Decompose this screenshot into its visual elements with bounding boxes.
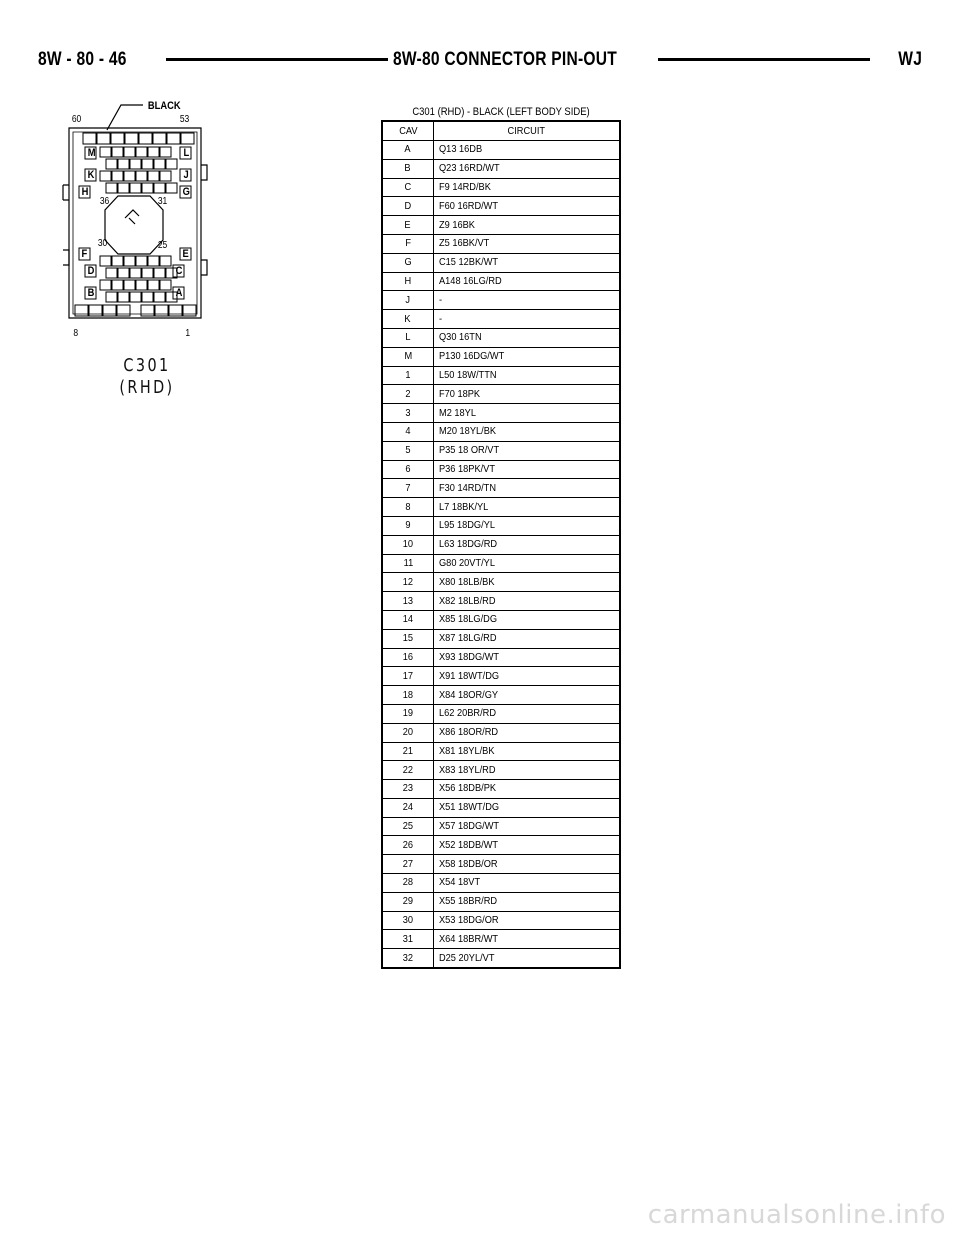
table-body	[382, 141, 620, 969]
cavity-cell	[382, 667, 434, 686]
cavity-label: L	[183, 147, 190, 159]
table-row	[382, 253, 620, 272]
table-row	[382, 761, 620, 780]
circuit-cell	[434, 930, 621, 949]
cavity-label: E	[182, 248, 189, 260]
circuit-value: X91 18WT/DG	[439, 669, 500, 682]
circuit-cell	[434, 216, 621, 235]
connector-variant: (RHD)	[119, 377, 175, 398]
cavity-cell	[382, 780, 434, 799]
cavity-label: D	[87, 265, 95, 277]
section-title: 8W-80 CONNECTOR PIN-OUT	[393, 47, 617, 73]
table-row	[382, 422, 620, 441]
cavity-value: 6	[405, 462, 411, 475]
circuit-cell	[434, 234, 621, 253]
circuit-value: X64 18BR/WT	[439, 932, 499, 945]
pin-label: 36	[99, 196, 110, 207]
circuit-value: X84 18OR/GY	[439, 688, 499, 701]
cavity-value: E	[404, 218, 412, 231]
circuit-value: X58 18DB/OR	[439, 857, 498, 870]
cavity-label: F	[81, 248, 88, 260]
circuit-cell	[434, 798, 621, 817]
page-number: 8W - 80 - 46	[38, 47, 127, 73]
table-row	[382, 141, 620, 160]
table-row	[382, 798, 620, 817]
circuit-value: Z5 16BK/VT	[439, 237, 490, 250]
table-row	[382, 347, 620, 366]
circuit-value: X52 18DB/WT	[439, 838, 499, 851]
cavity-value: 17	[402, 669, 414, 682]
table-row	[382, 629, 620, 648]
table-row	[382, 592, 620, 611]
circuit-cell	[434, 911, 621, 930]
cavity-value: 10	[402, 538, 414, 551]
table-row	[382, 159, 620, 178]
circuit-cell	[434, 817, 621, 836]
column-header-cav	[382, 121, 434, 141]
cavity-value: B	[404, 162, 412, 175]
table-row	[382, 667, 620, 686]
table-row	[382, 723, 620, 742]
table-row	[382, 892, 620, 911]
table-row	[382, 930, 620, 949]
cavity-value: 24	[402, 801, 414, 814]
cavity-value: 4	[405, 425, 411, 438]
circuit-cell	[434, 780, 621, 799]
cavity-cell	[382, 159, 434, 178]
circuit-value: L7 18BK/YL	[439, 500, 489, 513]
circuit-cell	[434, 498, 621, 517]
circuit-value: Q13 16DB	[439, 143, 483, 156]
cavity-value: 22	[402, 763, 414, 776]
cavity-cell	[382, 404, 434, 423]
cavity-cell	[382, 648, 434, 667]
cavity-value: 12	[402, 575, 414, 588]
table-row	[382, 479, 620, 498]
color-label: BLACK	[147, 100, 181, 112]
cavity-value: F	[405, 237, 411, 250]
table-header-row	[382, 121, 620, 141]
cavity-value: A	[404, 143, 412, 156]
cavity-value: 14	[402, 613, 414, 626]
circuit-cell	[434, 949, 621, 968]
table-row	[382, 686, 620, 705]
connector-face-drawing	[55, 100, 215, 340]
header-rule-left	[166, 58, 388, 61]
cavity-cell	[382, 310, 434, 329]
cavity-value: 18	[402, 688, 414, 701]
circuit-value: L95 18DG/YL	[439, 519, 496, 532]
model-code: WJ	[898, 47, 922, 73]
circuit-value: Q23 16RD/WT	[439, 162, 500, 175]
circuit-cell	[434, 385, 621, 404]
column-header-circuit	[434, 121, 621, 141]
table-caption: C301 (RHD) - BLACK (LEFT BODY SIDE)	[412, 106, 590, 118]
table-row	[382, 535, 620, 554]
cavity-cell	[382, 761, 434, 780]
circuit-cell	[434, 291, 621, 310]
table-row	[382, 310, 620, 329]
circuit-cell	[434, 178, 621, 197]
cavity-value: 15	[402, 632, 414, 645]
table-row	[382, 328, 620, 347]
cavity-cell	[382, 573, 434, 592]
column-header-label: CAV	[398, 124, 418, 137]
cavity-cell	[382, 479, 434, 498]
cavity-cell	[382, 272, 434, 291]
circuit-cell	[434, 629, 621, 648]
circuit-value: P130 16DG/WT	[439, 350, 505, 363]
cavity-value: 13	[402, 594, 414, 607]
cavity-cell	[382, 498, 434, 517]
watermark: carmanualsonline.info	[647, 1200, 946, 1230]
circuit-value: F30 14RD/TN	[439, 481, 497, 494]
cavity-cell	[382, 516, 434, 535]
cavity-cell	[382, 798, 434, 817]
circuit-cell	[434, 404, 621, 423]
circuit-value: X82 18LB/RD	[439, 594, 496, 607]
cavity-cell	[382, 178, 434, 197]
table-row	[382, 874, 620, 893]
cavity-value: 3	[405, 406, 411, 419]
circuit-value: X53 18DG/OR	[439, 914, 499, 927]
cavity-value: 1	[405, 368, 411, 381]
cavity-cell	[382, 441, 434, 460]
cavity-cell	[382, 930, 434, 949]
table-row	[382, 197, 620, 216]
circuit-cell	[434, 855, 621, 874]
cavity-label: B	[87, 287, 95, 299]
cavity-value: K	[404, 312, 412, 325]
cavity-value: G	[404, 256, 412, 269]
header-rule-right	[658, 58, 870, 61]
circuit-cell	[434, 761, 621, 780]
cavity-value: 9	[405, 519, 411, 532]
table-row	[382, 780, 620, 799]
table-row	[382, 385, 620, 404]
cavity-value: 5	[405, 444, 411, 457]
circuit-value: -	[439, 312, 443, 325]
cavity-cell	[382, 535, 434, 554]
circuit-cell	[434, 686, 621, 705]
cavity-cell	[382, 347, 434, 366]
circuit-value: G80 20VT/YL	[439, 556, 495, 569]
cavity-value: 21	[402, 744, 414, 757]
cavity-label: M	[87, 147, 96, 159]
cavity-cell	[382, 742, 434, 761]
cavity-value: 25	[402, 820, 414, 833]
cavity-cell	[382, 686, 434, 705]
cavity-value: 30	[402, 914, 414, 927]
circuit-cell	[434, 441, 621, 460]
cavity-cell	[382, 892, 434, 911]
cavity-value: 19	[402, 707, 414, 720]
table-row	[382, 742, 620, 761]
circuit-value: F9 14RD/BK	[439, 180, 491, 193]
table-row	[382, 234, 620, 253]
cavity-cell	[382, 610, 434, 629]
column-header-label: CIRCUIT	[507, 124, 546, 137]
cavity-value: 11	[403, 556, 413, 569]
table-row	[382, 704, 620, 723]
cavity-label: K	[87, 169, 95, 181]
cavity-label: A	[175, 287, 183, 299]
circuit-cell	[434, 723, 621, 742]
circuit-cell	[434, 516, 621, 535]
table-row	[382, 404, 620, 423]
cavity-value: L	[405, 331, 411, 344]
pin-label: 31	[157, 196, 168, 207]
cavity-cell	[382, 723, 434, 742]
table-row	[382, 291, 620, 310]
circuit-cell	[434, 460, 621, 479]
circuit-cell	[434, 422, 621, 441]
table-row	[382, 855, 620, 874]
table-row	[382, 911, 620, 930]
cavity-value: 20	[402, 726, 414, 739]
cavity-cell	[382, 855, 434, 874]
pin-label: 8	[73, 328, 79, 339]
cavity-value: 16	[402, 650, 414, 663]
cavity-cell	[382, 874, 434, 893]
cavity-cell	[382, 629, 434, 648]
table-row	[382, 441, 620, 460]
circuit-cell	[434, 197, 621, 216]
table-row	[382, 949, 620, 968]
pinout-table	[381, 120, 621, 969]
circuit-value: Z9 16BK	[439, 218, 475, 231]
circuit-value: M20 18YL/BK	[439, 425, 497, 438]
table-row	[382, 573, 620, 592]
circuit-value: X81 18YL/BK	[439, 744, 495, 757]
circuit-value: P36 18PK/VT	[439, 462, 495, 475]
cavity-cell	[382, 366, 434, 385]
cavity-cell	[382, 911, 434, 930]
circuit-cell	[434, 592, 621, 611]
page-header	[38, 47, 922, 73]
cavity-cell	[382, 141, 434, 160]
circuit-cell	[434, 366, 621, 385]
cavity-cell	[382, 385, 434, 404]
cavity-cell	[382, 554, 434, 573]
circuit-cell	[434, 141, 621, 160]
cavity-value: 29	[402, 895, 414, 908]
circuit-value: X80 18LB/BK	[439, 575, 495, 588]
cavity-label: J	[183, 169, 189, 181]
table-row	[382, 836, 620, 855]
cavity-cell	[382, 836, 434, 855]
table-row	[382, 648, 620, 667]
circuit-value: -	[439, 293, 443, 306]
circuit-value: A148 16LG/RD	[439, 274, 502, 287]
circuit-value: X86 18OR/RD	[439, 726, 499, 739]
cavity-cell	[382, 328, 434, 347]
table-row	[382, 366, 620, 385]
pin-label: 25	[157, 240, 168, 251]
circuit-value: Q30 16TN	[439, 331, 482, 344]
cavity-cell	[382, 949, 434, 968]
circuit-value: C15 12BK/WT	[439, 256, 499, 269]
circuit-value: X85 18LG/DG	[439, 613, 498, 626]
circuit-cell	[434, 836, 621, 855]
circuit-cell	[434, 892, 621, 911]
circuit-cell	[434, 535, 621, 554]
pin-label: 30	[97, 238, 108, 249]
circuit-cell	[434, 648, 621, 667]
pin-label: 60	[71, 114, 82, 125]
circuit-cell	[434, 667, 621, 686]
circuit-value: X51 18WT/DG	[439, 801, 500, 814]
table-row	[382, 817, 620, 836]
circuit-cell	[434, 253, 621, 272]
cavity-value: 2	[405, 387, 411, 400]
circuit-cell	[434, 310, 621, 329]
circuit-cell	[434, 479, 621, 498]
circuit-value: L62 20BR/RD	[439, 707, 497, 720]
circuit-value: X83 18YL/RD	[439, 763, 496, 776]
circuit-value: X54 18VT	[439, 876, 481, 889]
cavity-value: D	[404, 199, 412, 212]
circuit-cell	[434, 704, 621, 723]
cavity-label: C	[175, 265, 183, 277]
cavity-value: M	[404, 350, 412, 363]
circuit-value: X55 18BR/RD	[439, 895, 498, 908]
cavity-label: H	[81, 186, 89, 198]
cavity-value: 23	[402, 782, 414, 795]
circuit-cell	[434, 742, 621, 761]
table-row	[382, 460, 620, 479]
circuit-cell	[434, 272, 621, 291]
connector-name: C301	[123, 355, 171, 376]
circuit-cell	[434, 573, 621, 592]
cavity-cell	[382, 422, 434, 441]
circuit-cell	[434, 874, 621, 893]
cavity-cell	[382, 291, 434, 310]
circuit-value: D25 20YL/VT	[439, 951, 495, 964]
circuit-value: X87 18LG/RD	[439, 632, 497, 645]
table-row	[382, 516, 620, 535]
cavity-value: 7	[405, 481, 411, 494]
circuit-value: M2 18YL	[439, 406, 476, 419]
cavity-cell	[382, 253, 434, 272]
cavity-value: C	[404, 180, 412, 193]
pin-label: 1	[185, 328, 191, 339]
cavity-cell	[382, 234, 434, 253]
cavity-value: 27	[402, 857, 414, 870]
circuit-value: P35 18 OR/VT	[439, 444, 500, 457]
table-row	[382, 498, 620, 517]
circuit-value: X93 18DG/WT	[439, 650, 500, 663]
cavity-cell	[382, 704, 434, 723]
circuit-cell	[434, 554, 621, 573]
table-row	[382, 216, 620, 235]
circuit-cell	[434, 347, 621, 366]
cavity-value: J	[405, 293, 411, 306]
circuit-value: F70 18PK	[439, 387, 481, 400]
table-row	[382, 178, 620, 197]
table-row	[382, 610, 620, 629]
cavity-cell	[382, 216, 434, 235]
cavity-value: 8	[405, 500, 411, 513]
cavity-cell	[382, 817, 434, 836]
table-row	[382, 554, 620, 573]
circuit-value: L63 18DG/RD	[439, 538, 498, 551]
circuit-cell	[434, 159, 621, 178]
cavity-value: 32	[402, 951, 414, 964]
circuit-cell	[434, 610, 621, 629]
circuit-value: F60 16RD/WT	[439, 199, 499, 212]
cavity-cell	[382, 592, 434, 611]
cavity-cell	[382, 460, 434, 479]
circuit-value: X56 18DB/PK	[439, 782, 497, 795]
cavity-cell	[382, 197, 434, 216]
cavity-value: 26	[402, 838, 414, 851]
table-row	[382, 272, 620, 291]
cavity-label: G	[182, 186, 190, 198]
circuit-value: L50 18W/TTN	[439, 368, 497, 381]
cavity-value: 28	[402, 876, 414, 889]
circuit-cell	[434, 328, 621, 347]
cavity-value: 31	[402, 932, 414, 945]
cavity-value: H	[404, 274, 412, 287]
circuit-value: X57 18DG/WT	[439, 820, 500, 833]
pin-label: 53	[179, 114, 190, 125]
